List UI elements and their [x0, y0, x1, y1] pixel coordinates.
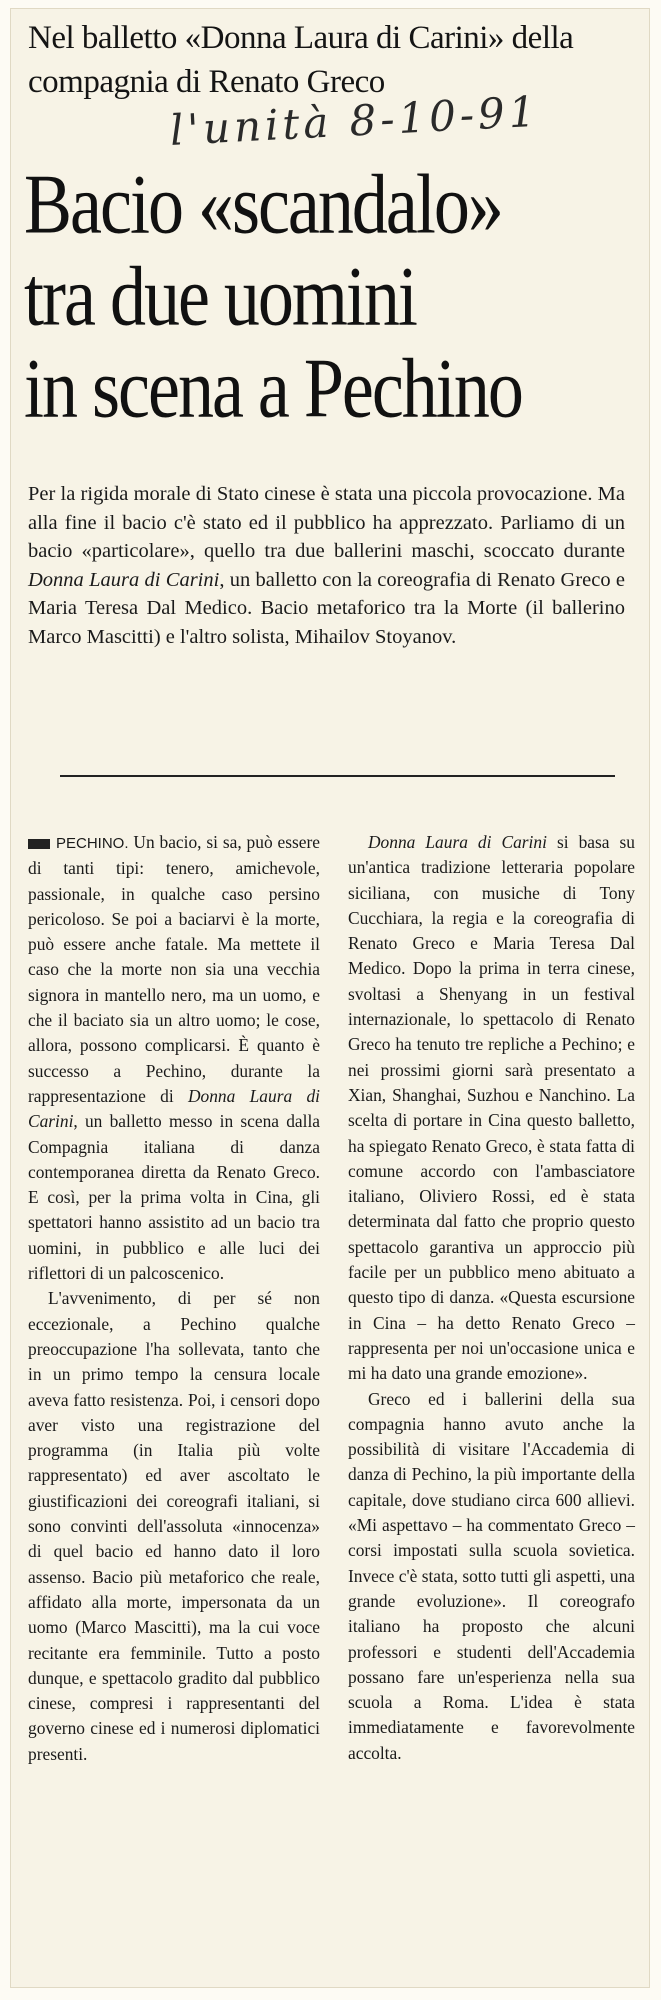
headline-line-2: tra due uomini	[24, 248, 416, 344]
lead-text-2: , un balletto con la coreografia di Renato Greco e Maria Teresa Dal Medico. Bacio metaforico tra la Morte (il ballerino Marco Mascitti) e l'altro solista, Mihailov Stoyanov.	[28, 568, 625, 648]
lead-text-1: Per la rigida morale di Stato cinese è stata una piccola provocazione. Ma alla fine il bacio c'è stato ed il pubblico ha apprezzato. Parliamo di un bacio «particolare», quello tra due ballerini maschi, scoccato durante	[28, 483, 625, 563]
headline	[24, 158, 634, 434]
p3-work-title: Donna Laura di Carini	[368, 832, 547, 852]
p3-text: si basa su un'antica tradizione letteraria popolare siciliana, con musiche di Tony Cucchiara, la regia e la coreografia di Renato Greco e Maria Teresa Dal Medico. Dopo la prima in terra cinese, svoltasi a Shenyang in un festival internazionale, lo spettacolo di Renato Greco ha tenuto tre repliche a Pechino; e nei prossimi giorni sarà presentato a Xian, Shanghai, Suzhou e Nanchino. La scelta di portare in Cina questo balletto, ha spiegato Renato Greco, è stata fatta di comune accordo con l'ambasciatore italiano, Oliviero Rossi, ed è stata determinata dal fatto che proprio questo spettacolo garantiva un approccio più facile per un pubblico meno abituato a questo tipo di danza. «Questa escursione in Cina – ha detto Renato Greco – rappresenta per noi un'occasione unica e mi ha dato una grande emozione».	[348, 832, 635, 1384]
body-paragraph-2: L'avvenimento, di per sé non eccezionale, a Pechino qualche preoccupazione l'ha sollevata, tanto che in un primo tempo la censura locale aveva fatto resistenza. Poi, i censori dopo aver visto una registrazione del programma (in Italia più volte rappresentato) ed aver ascoltato le giustificazioni dei coreografi italiani, si sono convinti dell'assoluta «innocenza» di quel bacio ed hanno dato il loro assenso. Bacio più metaforico che reale, affidato alla morte, impersonata da un uomo (Marco Mascitti), ma la cui voce recitante era femminile. Tutto a posto dunque, e spettacolo gradito dal pubblico cinese, compresi i rappresentanti del governo cinese ed i numerosi diplomatici presenti.	[28, 1288, 320, 1764]
p1-work-title: Donna Laura di Carini	[28, 1085, 320, 1132]
body-paragraph-4: Greco ed i ballerini della sua compagnia hanno avuto anche la possibilità di visitare l'Accademia di danza di Pechino, la più importante della capitale, dove studiano circa 600 allievi. «Mi aspettavo – ha commentato Greco – corsi impostati sulla scuola sovietica. Invece c'è stata, sotto tutti gli aspetti, una grande evoluzione». Il coreografo italiano ha proposto che alcuni professori e studenti dell'Accademia possano fare un'esperienza nella sua scuola a Roma. L'idea è stata immediatamente e favorevolmente accolta.	[348, 1388, 635, 1763]
body-paragraph-1	[28, 830, 320, 1286]
body-column-2	[348, 830, 635, 1766]
separator-rule	[60, 775, 615, 777]
handwritten-date-note: l'unità 8-10-91	[168, 86, 541, 155]
p1-text-b: , un balletto messo in scena dalla Compagnia italiana di danza contemporanea diretta da Renato Greco. E così, per la prima volta in Cina, gli spettatori hanno assistito ad un bacio tra uomini, in pubblico e alle luci dei riflettori di un palcoscenico.	[28, 1111, 320, 1284]
dateline: PECHINO.	[56, 835, 129, 852]
lead-paragraph	[28, 480, 625, 652]
slug-marker	[28, 839, 50, 849]
headline-line-1: Bacio «scandalo»	[24, 156, 502, 252]
body-column-1	[28, 830, 320, 1767]
p1-text-a: Un bacio, si sa, può essere di tanti tipi: tenero, amichevole, passionale, in qualche caso persino pericoloso. Se poi a baciarvi è la morte, può essere anche fatale. Ma mettete il caso che la morte non sia una vecchia signora in mantello nero, ma un uomo, e che il baciato sia un altro uomo; le cose, allora, possono complicarsi. È quanto è successo a Pechino, durante la rappresentazione di	[28, 832, 320, 1106]
headline-line-3: in scena a Pechino	[24, 340, 522, 436]
lead-work-title: Donna Laura di Carini	[28, 568, 220, 591]
body-paragraph-3	[348, 830, 635, 1387]
kicker: Nel balletto «Donna Laura di Carini» della compagnia di Renato Greco	[28, 20, 574, 100]
